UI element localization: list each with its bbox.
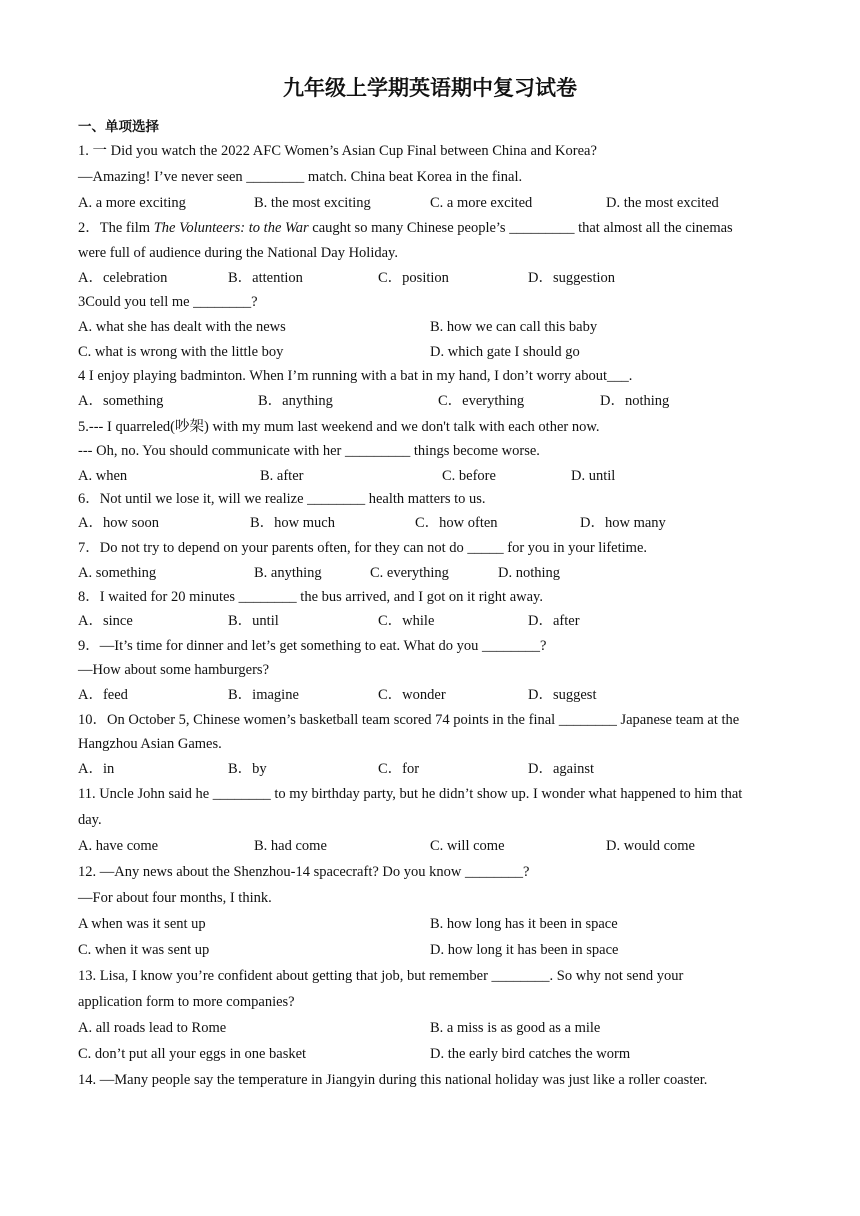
page-title: 九年级上学期英语期中复习试卷 bbox=[283, 76, 577, 100]
question-10-text: 10．On October 5, Chinese women’s basketball team scored 74 points in the final ________ Japanese team at the bbox=[78, 712, 740, 728]
question-2-text-cont: were full of audience during the National Day Holiday. bbox=[78, 245, 398, 261]
q10-option-a: A．in bbox=[78, 761, 115, 777]
question-1-dialogue: —Amazing! I’ve never seen ________ match. China beat Korea in the final. bbox=[78, 169, 523, 185]
q12-option-a: A when was it sent up bbox=[78, 916, 206, 932]
question-5-dialogue: --- Oh, no. You should communicate with her _________ things become worse. bbox=[78, 443, 540, 459]
q1-option-c: C. a more excited bbox=[430, 195, 533, 211]
q4-option-c: C．everything bbox=[438, 393, 525, 409]
question-5-text: 5.--- I quarreled(吵架) with my mum last weekend and we don't talk with each other now. bbox=[78, 419, 600, 435]
q2-text-post: caught so many Chinese people’s _________ that almost all the cinemas bbox=[308, 220, 733, 236]
q8-option-b: B．until bbox=[228, 613, 279, 629]
q5-option-b: B. after bbox=[260, 468, 304, 484]
q3-option-b: B. how we can call this baby bbox=[430, 319, 598, 335]
q1-option-a: A. a more exciting bbox=[78, 195, 186, 211]
q4-option-d: D．nothing bbox=[600, 393, 670, 409]
q9-option-a: A．feed bbox=[78, 687, 128, 703]
q2-option-d: D．suggestion bbox=[528, 270, 615, 286]
question-8-text: 8．I waited for 20 minutes ________ the bus arrived, and I got on it right away. bbox=[78, 589, 543, 605]
q3-option-c: C. what is wrong with the little boy bbox=[78, 344, 284, 360]
q13-option-c: C. don’t put all your eggs in one basket bbox=[78, 1046, 307, 1062]
q9-option-c: C．wonder bbox=[378, 687, 446, 703]
question-13-text: 13. Lisa, I know you’re confident about getting that job, but remember ________. So why not send your bbox=[78, 968, 684, 984]
q5-option-c: C. before bbox=[442, 468, 496, 484]
q2-text-pre: 2．The film bbox=[78, 220, 154, 236]
q11-option-a: A. have come bbox=[78, 838, 159, 854]
q7-option-d: D. nothing bbox=[498, 565, 561, 581]
q12-option-c: C. when it was sent up bbox=[78, 942, 210, 958]
q2-option-b: B．attention bbox=[228, 270, 303, 286]
q7-option-a: A. something bbox=[78, 565, 157, 581]
q6-option-a: A．how soon bbox=[78, 515, 159, 531]
q11-option-d: D. would come bbox=[606, 838, 695, 854]
q10-option-b: B．by bbox=[228, 761, 267, 777]
q9-option-d: D．suggest bbox=[528, 687, 597, 703]
q3-option-d: D. which gate I should go bbox=[430, 344, 580, 360]
q10-option-d: D．against bbox=[528, 761, 595, 777]
question-1-text: 1. 一 Did you watch the 2022 AFC Women’s Asian Cup Final between China and Korea? bbox=[78, 143, 597, 159]
question-12-text: 12. —Any news about the Shenzhou-14 spacecraft? Do you know ________? bbox=[78, 864, 530, 880]
q8-option-c: C．while bbox=[378, 613, 435, 629]
q5-option-a: A. when bbox=[78, 468, 128, 484]
q11-option-b: B. had come bbox=[254, 838, 327, 854]
q6-option-b: B．how much bbox=[250, 515, 335, 531]
q1-option-d: D. the most excited bbox=[606, 195, 719, 211]
question-6-text: 6．Not until we lose it, will we realize ________ health matters to us. bbox=[78, 491, 486, 507]
q2-option-c: C．position bbox=[378, 270, 449, 286]
question-3-text: 3Could you tell me ________? bbox=[78, 294, 258, 310]
q1-option-b: B. the most exciting bbox=[254, 195, 371, 211]
q8-option-a: A．since bbox=[78, 613, 133, 629]
question-9-dialogue: —How about some hamburgers? bbox=[78, 662, 270, 678]
q2-option-a: A．celebration bbox=[78, 270, 168, 286]
q13-option-d: D. the early bird catches the worm bbox=[430, 1046, 631, 1062]
q12-option-d: D. how long it has been in space bbox=[430, 942, 619, 958]
question-4-text: 4 I enjoy playing badminton. When I’m running with a bat in my hand, I don’t worry about___. bbox=[78, 368, 633, 384]
q4-option-b: B．anything bbox=[258, 393, 333, 409]
q7-option-c: C. everything bbox=[370, 565, 449, 581]
q13-option-b: B. a miss is as good as a mile bbox=[430, 1020, 601, 1036]
q7-option-b: B. anything bbox=[254, 565, 322, 581]
question-14-text: 14. —Many people say the temperature in Jiangyin during this national holiday was just like a roller coaster. bbox=[78, 1072, 708, 1088]
q2-film-title: The Volunteers: to the War bbox=[153, 220, 309, 236]
q9-option-b: B．imagine bbox=[228, 687, 299, 703]
q11-option-c: C. will come bbox=[430, 838, 505, 854]
question-9-text: 9．—It’s time for dinner and let’s get something to eat. What do you ________? bbox=[78, 638, 547, 654]
q3-option-a: A. what she has dealt with the news bbox=[78, 319, 286, 335]
q5-option-d: D. until bbox=[571, 468, 616, 484]
question-7-text: 7．Do not try to depend on your parents often, for they can not do _____ for you in your lifetime. bbox=[78, 540, 648, 556]
q10-option-c: C．for bbox=[378, 761, 420, 777]
q8-option-d: D．after bbox=[528, 613, 580, 629]
question-11-text-cont: day. bbox=[78, 812, 102, 828]
q4-option-a: A．something bbox=[78, 393, 164, 409]
question-13-text-cont: application form to more companies? bbox=[78, 994, 295, 1010]
q6-option-d: D．how many bbox=[580, 515, 666, 531]
question-10-text-cont: Hangzhou Asian Games. bbox=[78, 736, 222, 752]
section-heading: 一、单项选择 bbox=[78, 119, 159, 135]
question-2-text bbox=[78, 219, 733, 237]
q6-option-c: C．how often bbox=[415, 515, 498, 531]
q12-option-b: B. how long has it been in space bbox=[430, 916, 618, 932]
question-12-dialogue: —For about four months, I think. bbox=[78, 890, 272, 906]
q13-option-a: A. all roads lead to Rome bbox=[78, 1020, 227, 1036]
question-11-text: 11. Uncle John said he ________ to my birthday party, but he didn’t show up. I wonder what happened to him that bbox=[78, 786, 743, 802]
